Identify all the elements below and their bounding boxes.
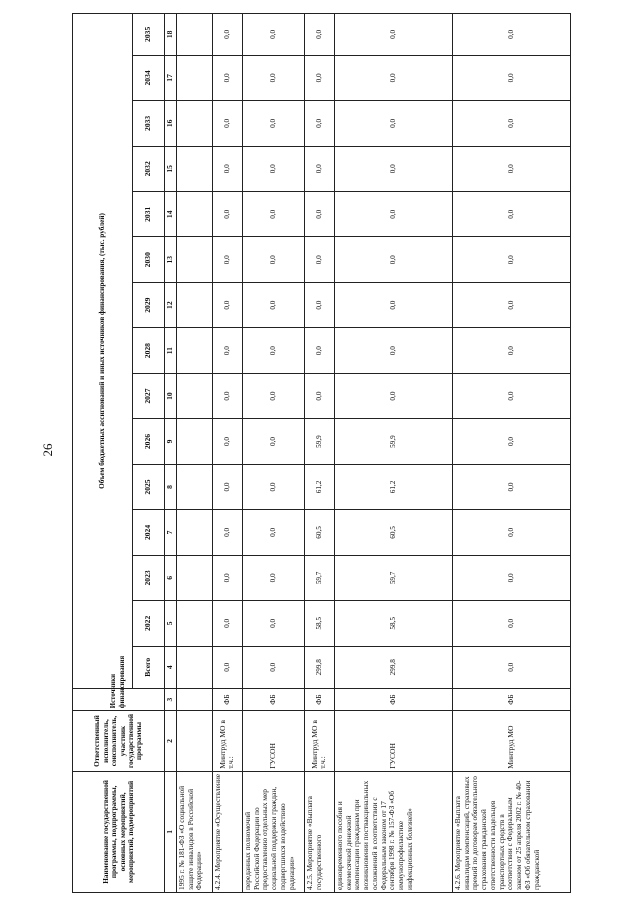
row-year-value: 0,0 <box>242 237 304 282</box>
column-number: 7 <box>165 510 177 555</box>
row-responsible: Минтруд МО <box>452 711 570 772</box>
row-year-value <box>176 601 212 646</box>
row-year-value: 0,0 <box>334 192 452 237</box>
column-number: 16 <box>165 101 177 146</box>
table-row <box>242 14 304 893</box>
column-number: 15 <box>165 146 177 191</box>
table-body <box>176 14 570 893</box>
row-year-value: 0,0 <box>452 464 570 509</box>
row-year-value <box>176 237 212 282</box>
row-year-value: 61,2 <box>334 464 452 509</box>
row-name: 1995 г. № 181-ФЗ «О социальной защите инвалидов в Российской Федерации» <box>176 771 212 892</box>
row-year-value: 0,0 <box>334 328 452 373</box>
row-year-value <box>176 192 212 237</box>
row-year-value: 0,0 <box>242 101 304 146</box>
header-year: 2022 <box>133 601 165 646</box>
row-year-value: 0,0 <box>242 510 304 555</box>
row-year-value: 59,7 <box>334 555 452 600</box>
row-year-value: 0,0 <box>304 146 334 191</box>
row-year-value <box>176 146 212 191</box>
row-year-value: 0,0 <box>334 14 452 56</box>
row-source: ФБ <box>304 688 334 710</box>
row-year-value <box>176 510 212 555</box>
row-year-value: 0,0 <box>212 55 242 100</box>
row-responsible <box>176 711 212 772</box>
row-year-value: 0,0 <box>304 55 334 100</box>
column-number: 2 <box>165 711 177 772</box>
row-year-value <box>176 282 212 327</box>
row-year-value: 0,0 <box>212 101 242 146</box>
row-year-value <box>176 328 212 373</box>
row-total-value <box>176 646 212 688</box>
row-year-value: 0,0 <box>212 601 242 646</box>
row-year-value: 0,0 <box>334 146 452 191</box>
row-year-value: 0,0 <box>242 419 304 464</box>
header-year: 2030 <box>133 237 165 282</box>
header-year: 2025 <box>133 464 165 509</box>
row-year-value: 0,0 <box>452 555 570 600</box>
row-year-value <box>176 419 212 464</box>
column-number: 9 <box>165 419 177 464</box>
row-year-value: 0,0 <box>452 237 570 282</box>
row-total-value: 299,8 <box>334 646 452 688</box>
row-year-value: 0,0 <box>212 237 242 282</box>
row-year-value: 0,0 <box>242 328 304 373</box>
row-year-value: 0,0 <box>212 146 242 191</box>
row-year-value: 0,0 <box>452 101 570 146</box>
row-year-value: 0,0 <box>242 373 304 418</box>
row-year-value: 0,0 <box>242 601 304 646</box>
row-year-value: 58,5 <box>334 601 452 646</box>
row-year-value: 0,0 <box>452 192 570 237</box>
row-year-value: 0,0 <box>242 192 304 237</box>
row-year-value: 60,5 <box>304 510 334 555</box>
header-year: 2035 <box>133 14 165 56</box>
row-year-value: 0,0 <box>304 237 334 282</box>
row-year-value: 0,0 <box>304 192 334 237</box>
row-name: переданных полномочий Российской Федерации по предоставлению отдельных мер социальной поддержки граждан, подвергшихся воздействию радиации» <box>242 771 304 892</box>
row-year-value <box>176 464 212 509</box>
column-number: 1 <box>165 771 177 892</box>
column-number: 6 <box>165 555 177 600</box>
row-year-value: 0,0 <box>242 55 304 100</box>
row-year-value: 0,0 <box>334 373 452 418</box>
row-year-value: 0,0 <box>242 146 304 191</box>
column-number: 8 <box>165 464 177 509</box>
header-total: Всего <box>133 646 165 688</box>
row-name: 4.2.5. Мероприятие «Выплата государственного <box>304 771 334 892</box>
row-year-value: 0,0 <box>304 101 334 146</box>
row-responsible: ГУСОН <box>242 711 304 772</box>
row-year-value: 0,0 <box>242 282 304 327</box>
column-number: 14 <box>165 192 177 237</box>
row-name: единовременного пособия и ежемесячной денежной компенсации гражданам при возникновении поствакцинальных осложнений в соответствии с Федеральным законом от 17 сентября 1998 г. № 157-ФЗ «Об иммунопрофилактике инфекционных болезней» <box>334 771 452 892</box>
row-name: 4.2.4. Мероприятие «Осуществление <box>212 771 242 892</box>
budget-table <box>72 13 571 893</box>
row-source: ФБ <box>212 688 242 710</box>
page-number: 26 <box>40 443 55 457</box>
row-year-value: 58,5 <box>304 601 334 646</box>
header-year: 2026 <box>133 419 165 464</box>
row-year-value: 0,0 <box>452 282 570 327</box>
row-year-value: 0,0 <box>452 14 570 56</box>
row-year-value: 0,0 <box>334 101 452 146</box>
column-number: 18 <box>165 14 177 56</box>
row-year-value: 0,0 <box>212 328 242 373</box>
row-year-value: 0,0 <box>334 282 452 327</box>
header-volume: Объем бюджетных ассигнований и иных источников финансирования, (тыс. рублей) <box>73 14 133 689</box>
row-year-value: 0,0 <box>212 555 242 600</box>
table-row <box>304 14 334 893</box>
row-total-value: 0,0 <box>452 646 570 688</box>
header-year: 2034 <box>133 55 165 100</box>
row-year-value: 60,5 <box>334 510 452 555</box>
row-year-value: 0,0 <box>242 464 304 509</box>
row-responsible: ГУСОН <box>334 711 452 772</box>
row-year-value: 59,7 <box>304 555 334 600</box>
table-row <box>212 14 242 893</box>
column-number: 10 <box>165 373 177 418</box>
header-year: 2032 <box>133 146 165 191</box>
header-year: 2023 <box>133 555 165 600</box>
row-total-value: 299,8 <box>304 646 334 688</box>
table-row <box>176 14 212 893</box>
table-row <box>452 14 570 893</box>
row-year-value: 0,0 <box>212 373 242 418</box>
row-responsible: Минтруд МО в т.ч.: <box>212 711 242 772</box>
row-source <box>176 688 212 710</box>
row-source: ФБ <box>334 688 452 710</box>
column-number: 12 <box>165 282 177 327</box>
row-year-value: 0,0 <box>212 419 242 464</box>
column-number: 3 <box>165 688 177 710</box>
header-year: 2031 <box>133 192 165 237</box>
row-year-value: 0,0 <box>452 146 570 191</box>
header-year: 2033 <box>133 101 165 146</box>
column-number: 5 <box>165 601 177 646</box>
header-year: 2024 <box>133 510 165 555</box>
column-number: 11 <box>165 328 177 373</box>
header-year: 2028 <box>133 328 165 373</box>
row-name: 4.2.6. Мероприятие «Выплата инвалидам компенсаций, страховых премий по договорам обязательного страхования гражданской ответственности владельцев транспортных средств в соответствии с Федеральным законом от 25 апреля 2002 г. № 40-ФЗ «Об обязательном страховании гражданской <box>452 771 570 892</box>
row-year-value: 0,0 <box>212 282 242 327</box>
column-number: 13 <box>165 237 177 282</box>
row-year-value: 0,0 <box>304 373 334 418</box>
row-year-value: 0,0 <box>304 14 334 56</box>
row-year-value: 61,2 <box>304 464 334 509</box>
row-year-value <box>176 101 212 146</box>
row-year-value: 0,0 <box>242 14 304 56</box>
table-row <box>334 14 452 893</box>
row-year-value: 0,0 <box>452 601 570 646</box>
header-year: 2027 <box>133 373 165 418</box>
rotated-sheet <box>72 3 622 893</box>
row-year-value <box>176 373 212 418</box>
header-responsible: Ответственный исполнитель, соисполнитель, участник государственной программы <box>73 711 165 772</box>
row-year-value: 0,0 <box>452 328 570 373</box>
row-year-value: 0,0 <box>212 192 242 237</box>
row-year-value: 0,0 <box>304 328 334 373</box>
header-year: 2029 <box>133 282 165 327</box>
row-source: ФБ <box>452 688 570 710</box>
row-year-value <box>176 55 212 100</box>
row-total-value: 0,0 <box>212 646 242 688</box>
column-number: 4 <box>165 646 177 688</box>
row-year-value: 0,0 <box>334 237 452 282</box>
row-year-value <box>176 555 212 600</box>
row-year-value: 0,0 <box>212 14 242 56</box>
row-source: ФБ <box>242 688 304 710</box>
row-year-value: 0,0 <box>452 510 570 555</box>
row-year-value: 0,0 <box>242 555 304 600</box>
row-total-value: 0,0 <box>242 646 304 688</box>
row-year-value: 0,0 <box>452 419 570 464</box>
row-responsible: Минтруд МО в т.ч.: <box>304 711 334 772</box>
row-year-value <box>176 14 212 56</box>
row-year-value: 0,0 <box>212 510 242 555</box>
row-year-value: 0,0 <box>334 55 452 100</box>
header-name: Наименование государственной программы, подпрограммы, основных мероприятий, мероприятий, подмероприятий <box>73 771 165 892</box>
column-number-row <box>165 14 177 893</box>
row-year-value: 0,0 <box>304 282 334 327</box>
row-year-value: 0,0 <box>212 464 242 509</box>
column-number: 17 <box>165 55 177 100</box>
header-source: Источники финансирования <box>73 688 165 710</box>
row-year-value: 59,9 <box>334 419 452 464</box>
row-year-value: 0,0 <box>452 373 570 418</box>
row-year-value: 59,9 <box>304 419 334 464</box>
row-year-value: 0,0 <box>452 55 570 100</box>
